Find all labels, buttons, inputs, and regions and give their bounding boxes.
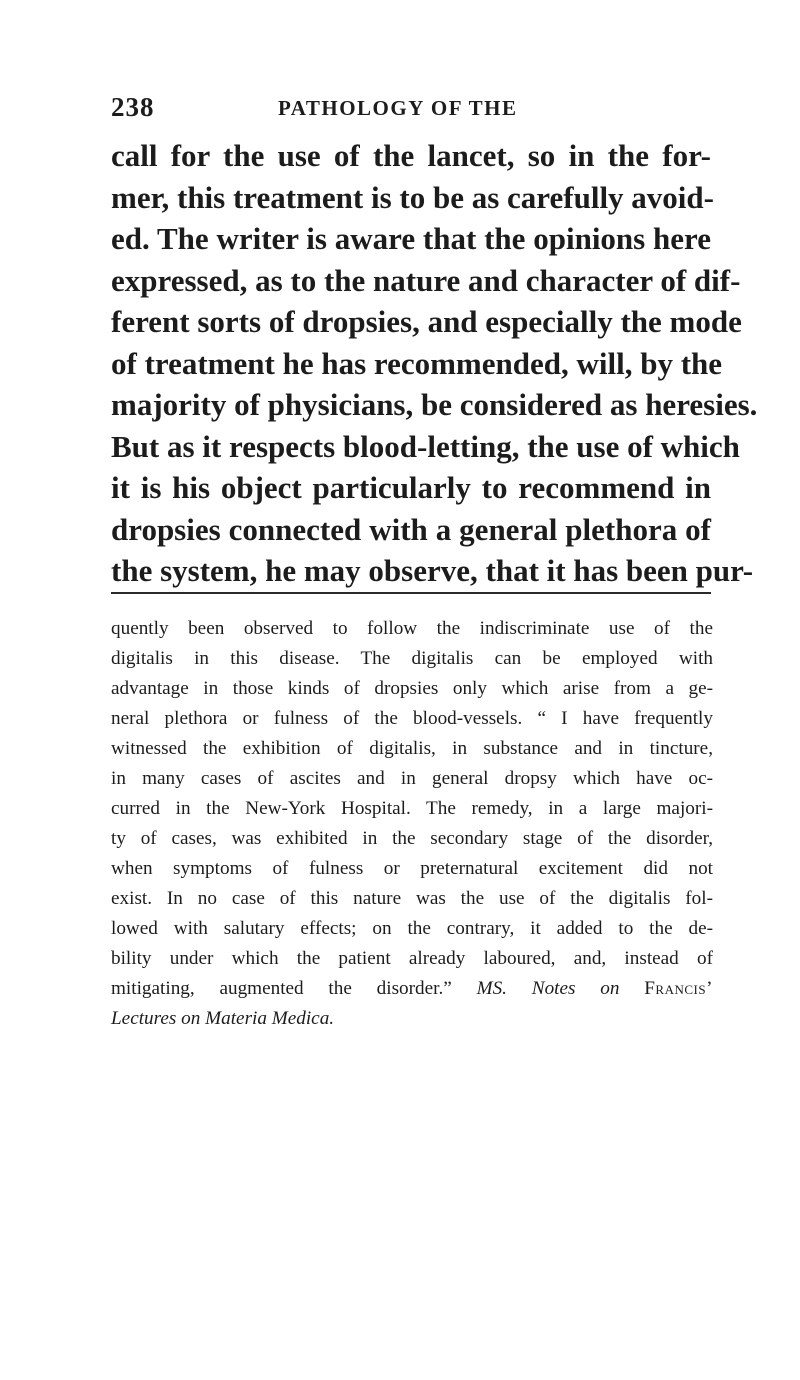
citation-ms: MS. xyxy=(476,978,507,999)
citation-author: Francis’ xyxy=(644,978,713,999)
footnote-line: ty of cases, was exhibited in the secondary stage of the disorder, xyxy=(111,828,713,849)
main-text-line: ed. The writer is aware that the opinions here xyxy=(111,221,711,256)
footnote-line: in many cases of ascites and in general dropsy which have oc- xyxy=(111,768,713,789)
main-text-line: But as it respects blood-letting, the use of which xyxy=(111,428,740,464)
main-text-line: majority of physicians, be considered as heresies. xyxy=(111,387,758,422)
main-text-line: expressed, as to the nature and character of dif- xyxy=(111,262,741,298)
footnote-line xyxy=(111,974,713,1004)
footnote-line: when symptoms of fulness or preternatural excitement did not xyxy=(111,858,713,879)
running-head xyxy=(0,92,800,128)
page-number: 238 xyxy=(111,92,155,122)
main-text-line: call for the use of the lancet, so in the for- xyxy=(111,138,711,173)
main-text-line: mer, this treatment is to be as carefully avoid- xyxy=(111,179,714,215)
footnote-line: neral plethora or fulness of the blood-vessels. “ I have frequently xyxy=(111,708,713,729)
main-text-line: dropsies connected with a general plethora of xyxy=(111,511,711,547)
main-text-line: of treatment he has recommended, will, by the xyxy=(111,345,723,381)
citation-notes-on: Notes on xyxy=(531,978,620,999)
footnote-line-text: mitigating, augmented the disorder.” xyxy=(111,978,452,999)
footnote-line: lowed with salutary effects; on the contrary, it added to the de- xyxy=(111,918,713,939)
footnote-line: advantage in those kinds of dropsies only which arise from a ge- xyxy=(111,678,713,699)
main-text-line: it is his object particularly to recommend in xyxy=(111,470,711,505)
citation-work: Lectures on Materia Medica. xyxy=(111,1008,335,1029)
footnote-line xyxy=(111,1004,713,1034)
main-text-line: the system, he may observe, that it has been pur- xyxy=(111,553,754,588)
running-title: PATHOLOGY OF THE xyxy=(278,96,518,120)
footnote-line: exist. In no case of this nature was the use of the digitalis fol- xyxy=(111,888,713,909)
footnote-line: quently been observed to follow the indiscriminate use of the xyxy=(111,618,713,639)
footnote-line: bility under which the patient already laboured, and, instead of xyxy=(111,948,713,969)
footnote-line: curred in the New-York Hospital. The remedy, in a large majori- xyxy=(111,798,713,819)
footnote-divider xyxy=(111,592,711,594)
main-text-line: ferent sorts of dropsies, and especially the mode xyxy=(111,304,742,339)
footnote-line: witnessed the exhibition of digitalis, in substance and in tincture, xyxy=(111,738,713,759)
footnote-line: digitalis in this disease. The digitalis can be employed with xyxy=(111,648,713,669)
